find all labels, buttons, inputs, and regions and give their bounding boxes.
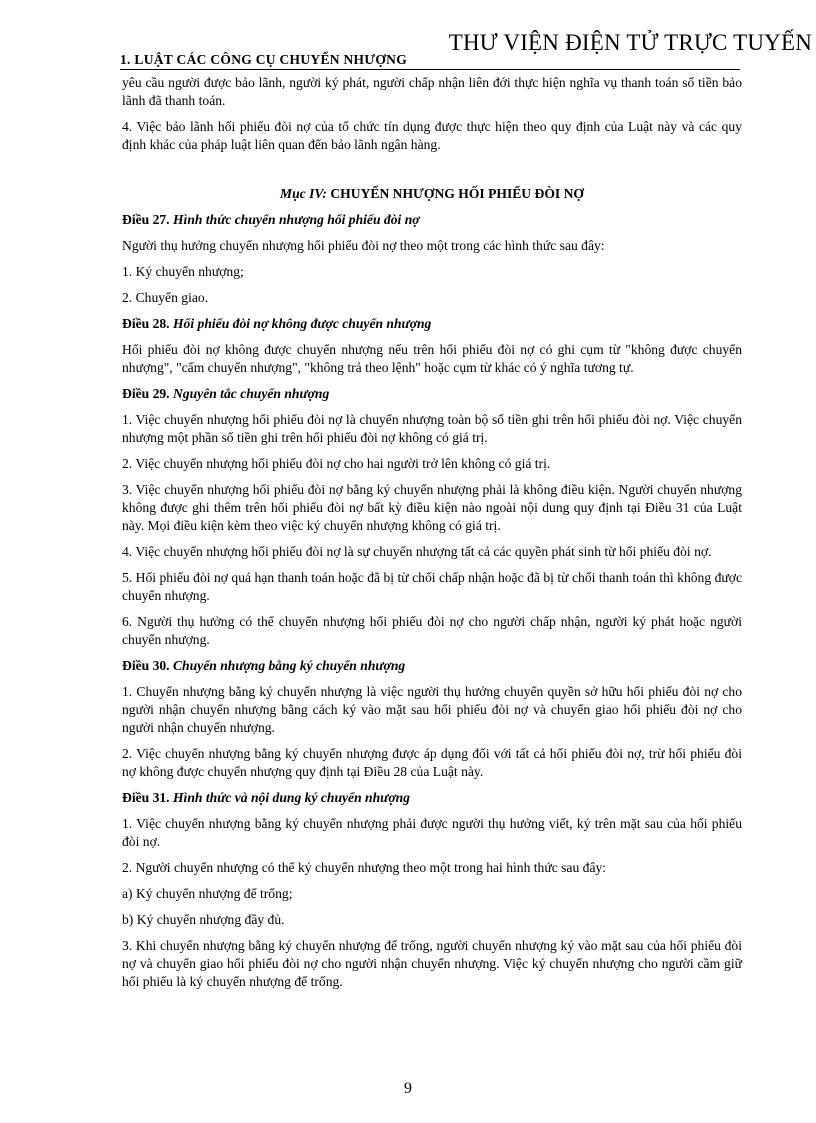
section-title: CHUYỂN NHƯỢNG HỐI PHIẾU ĐÒI NỢ: [330, 186, 584, 201]
article-paragraph: 5. Hối phiếu đòi nợ quá hạn thanh toán hoặc đã bị từ chối chấp nhận hoặc đã bị từ chối thanh toán thì không được chuyển nhượng.: [122, 570, 742, 603]
article-heading: [122, 315, 742, 333]
article-paragraph: 2. Chuyển giao.: [122, 290, 209, 305]
article-title: Hối phiếu đòi nợ không được chuyển nhượng: [172, 316, 432, 331]
article-paragraph: Người thụ hưởng chuyển nhượng hối phiếu đòi nợ theo một trong các hình thức sau đây:: [122, 238, 605, 253]
article-number: Điều 29.: [122, 386, 170, 401]
article-number: Điều 30.: [122, 658, 170, 673]
continuation-block: [122, 74, 742, 154]
section-label: Mục IV:: [279, 186, 327, 201]
article-paragraph: 1. Chuyển nhượng bằng ký chuyển nhượng là việc người thụ hưởng chuyển quyền sở hữu hối phiếu đòi nợ cho người nhận chuyển nhượng bằng cách ký vào mặt sau hối phiếu đòi nợ và chuyển giao hối phiếu đòi nợ cho người nhận chuyển nhượng.: [122, 684, 742, 735]
article-paragraph: 2. Người chuyển nhượng có thể ký chuyển nhượng theo một trong hai hình thức sau đây:: [122, 860, 607, 875]
article-28: [122, 315, 742, 377]
article-paragraph: 1. Ký chuyển nhượng;: [122, 264, 244, 279]
article-heading: [122, 789, 742, 807]
article-29: [122, 385, 742, 649]
article-paragraph: 6. Người thụ hưởng có thể chuyển nhượng hối phiếu đòi nợ cho người chấp nhận, người ký phát hoặc người chuyển nhượng.: [122, 614, 742, 647]
section-heading: [122, 185, 742, 203]
article-31: [122, 789, 742, 991]
article-paragraph: 3. Khi chuyển nhượng bằng ký chuyển nhượng để trống, người chuyển nhượng ký vào mặt sau của hối phiếu đòi nợ và chuyển giao hối phiếu đòi nợ cho người nhận chuyển nhượng. Việc ký chuyển nhượng cho người cầm giữ hối phiếu là ký chuyển nhượng để trống.: [122, 938, 742, 989]
article-title: Hình thức và nội dung ký chuyển nhượng: [172, 790, 410, 805]
article-title: Chuyển nhượng bằng ký chuyển nhượng: [172, 658, 406, 673]
article-paragraph: 4. Việc chuyển nhượng hối phiếu đòi nợ là sự chuyển nhượng tất cả các quyền phát sinh từ hối phiếu đòi nợ.: [122, 544, 712, 559]
article-number: Điều 31.: [122, 790, 170, 805]
page-body: [122, 74, 742, 999]
article-title: Nguyên tắc chuyển nhượng: [172, 386, 330, 401]
article-27: [122, 211, 742, 307]
continuation-paragraph: 4. Việc bảo lãnh hối phiếu đòi nợ của tổ chức tín dụng được thực hiện theo quy định của Luật này và các quy định khác của pháp luật liên quan đến bảo lãnh ngân hàng.: [122, 119, 742, 152]
article-paragraph: 1. Việc chuyển nhượng hối phiếu đòi nợ là chuyển nhượng toàn bộ số tiền ghi trên hối phiếu đòi nợ. Việc chuyển nhượng một phần số tiền ghi trên hối phiếu đòi nợ không có giá trị.: [122, 412, 742, 445]
continuation-paragraph: yêu cầu người được bảo lãnh, người ký phát, người chấp nhận liên đới thực hiện nghĩa vụ thanh toán số tiền bảo lãnh đã thanh toán.: [122, 75, 742, 108]
page-number: 9: [404, 1080, 412, 1097]
article-title: Hình thức chuyển nhượng hối phiếu đòi nợ: [172, 212, 420, 227]
article-paragraph: b) Ký chuyển nhượng đầy đủ.: [122, 912, 285, 927]
article-heading: [122, 657, 742, 675]
article-paragraph: Hối phiếu đòi nợ không được chuyển nhượng nếu trên hối phiếu đòi nợ có ghi cụm từ "không được chuyển nhượng", "cấm chuyển nhượng", "không trả theo lệnh" hoặc cụm từ khác có ý nghĩa tương tự.: [122, 342, 742, 375]
document-header: 1. LUẬT CÁC CÔNG CỤ CHUYỂN NHƯỢNG: [120, 52, 740, 70]
article-paragraph: 3. Việc chuyển nhượng hối phiếu đòi nợ bằng ký chuyển nhượng phải là không điều kiện. Người chuyển nhượng không được ghi thêm trên hối phiếu đòi nợ bất kỳ điều kiện nào ngoài nội dung quy định tại Điều 31 của Luật này. Mọi điều kiện kèm theo việc ký chuyển nhượng không có giá trị.: [122, 482, 742, 533]
article-paragraph: 2. Việc chuyển nhượng bằng ký chuyển nhượng được áp dụng đối với tất cả hối phiếu đòi nợ, trừ hối phiếu đòi nợ không được chuyển nhượng quy định tại Điều 28 của Luật này.: [122, 746, 742, 779]
article-paragraph: 1. Việc chuyển nhượng bằng ký chuyển nhượng phải được người thụ hưởng viết, ký trên mặt sau của hối phiếu đòi nợ.: [122, 816, 742, 849]
site-title: THƯ VIỆN ĐIỆN TỬ TRỰC TUYẾN: [448, 30, 812, 55]
article-number: Điều 28.: [122, 316, 170, 331]
article-heading: [122, 211, 742, 229]
article-paragraph: 2. Việc chuyển nhượng hối phiếu đòi nợ cho hai người trở lên không có giá trị.: [122, 456, 551, 471]
article-number: Điều 27.: [122, 212, 170, 227]
article-paragraph: a) Ký chuyển nhượng để trống;: [122, 886, 293, 901]
article-heading: [122, 385, 742, 403]
article-30: [122, 657, 742, 781]
